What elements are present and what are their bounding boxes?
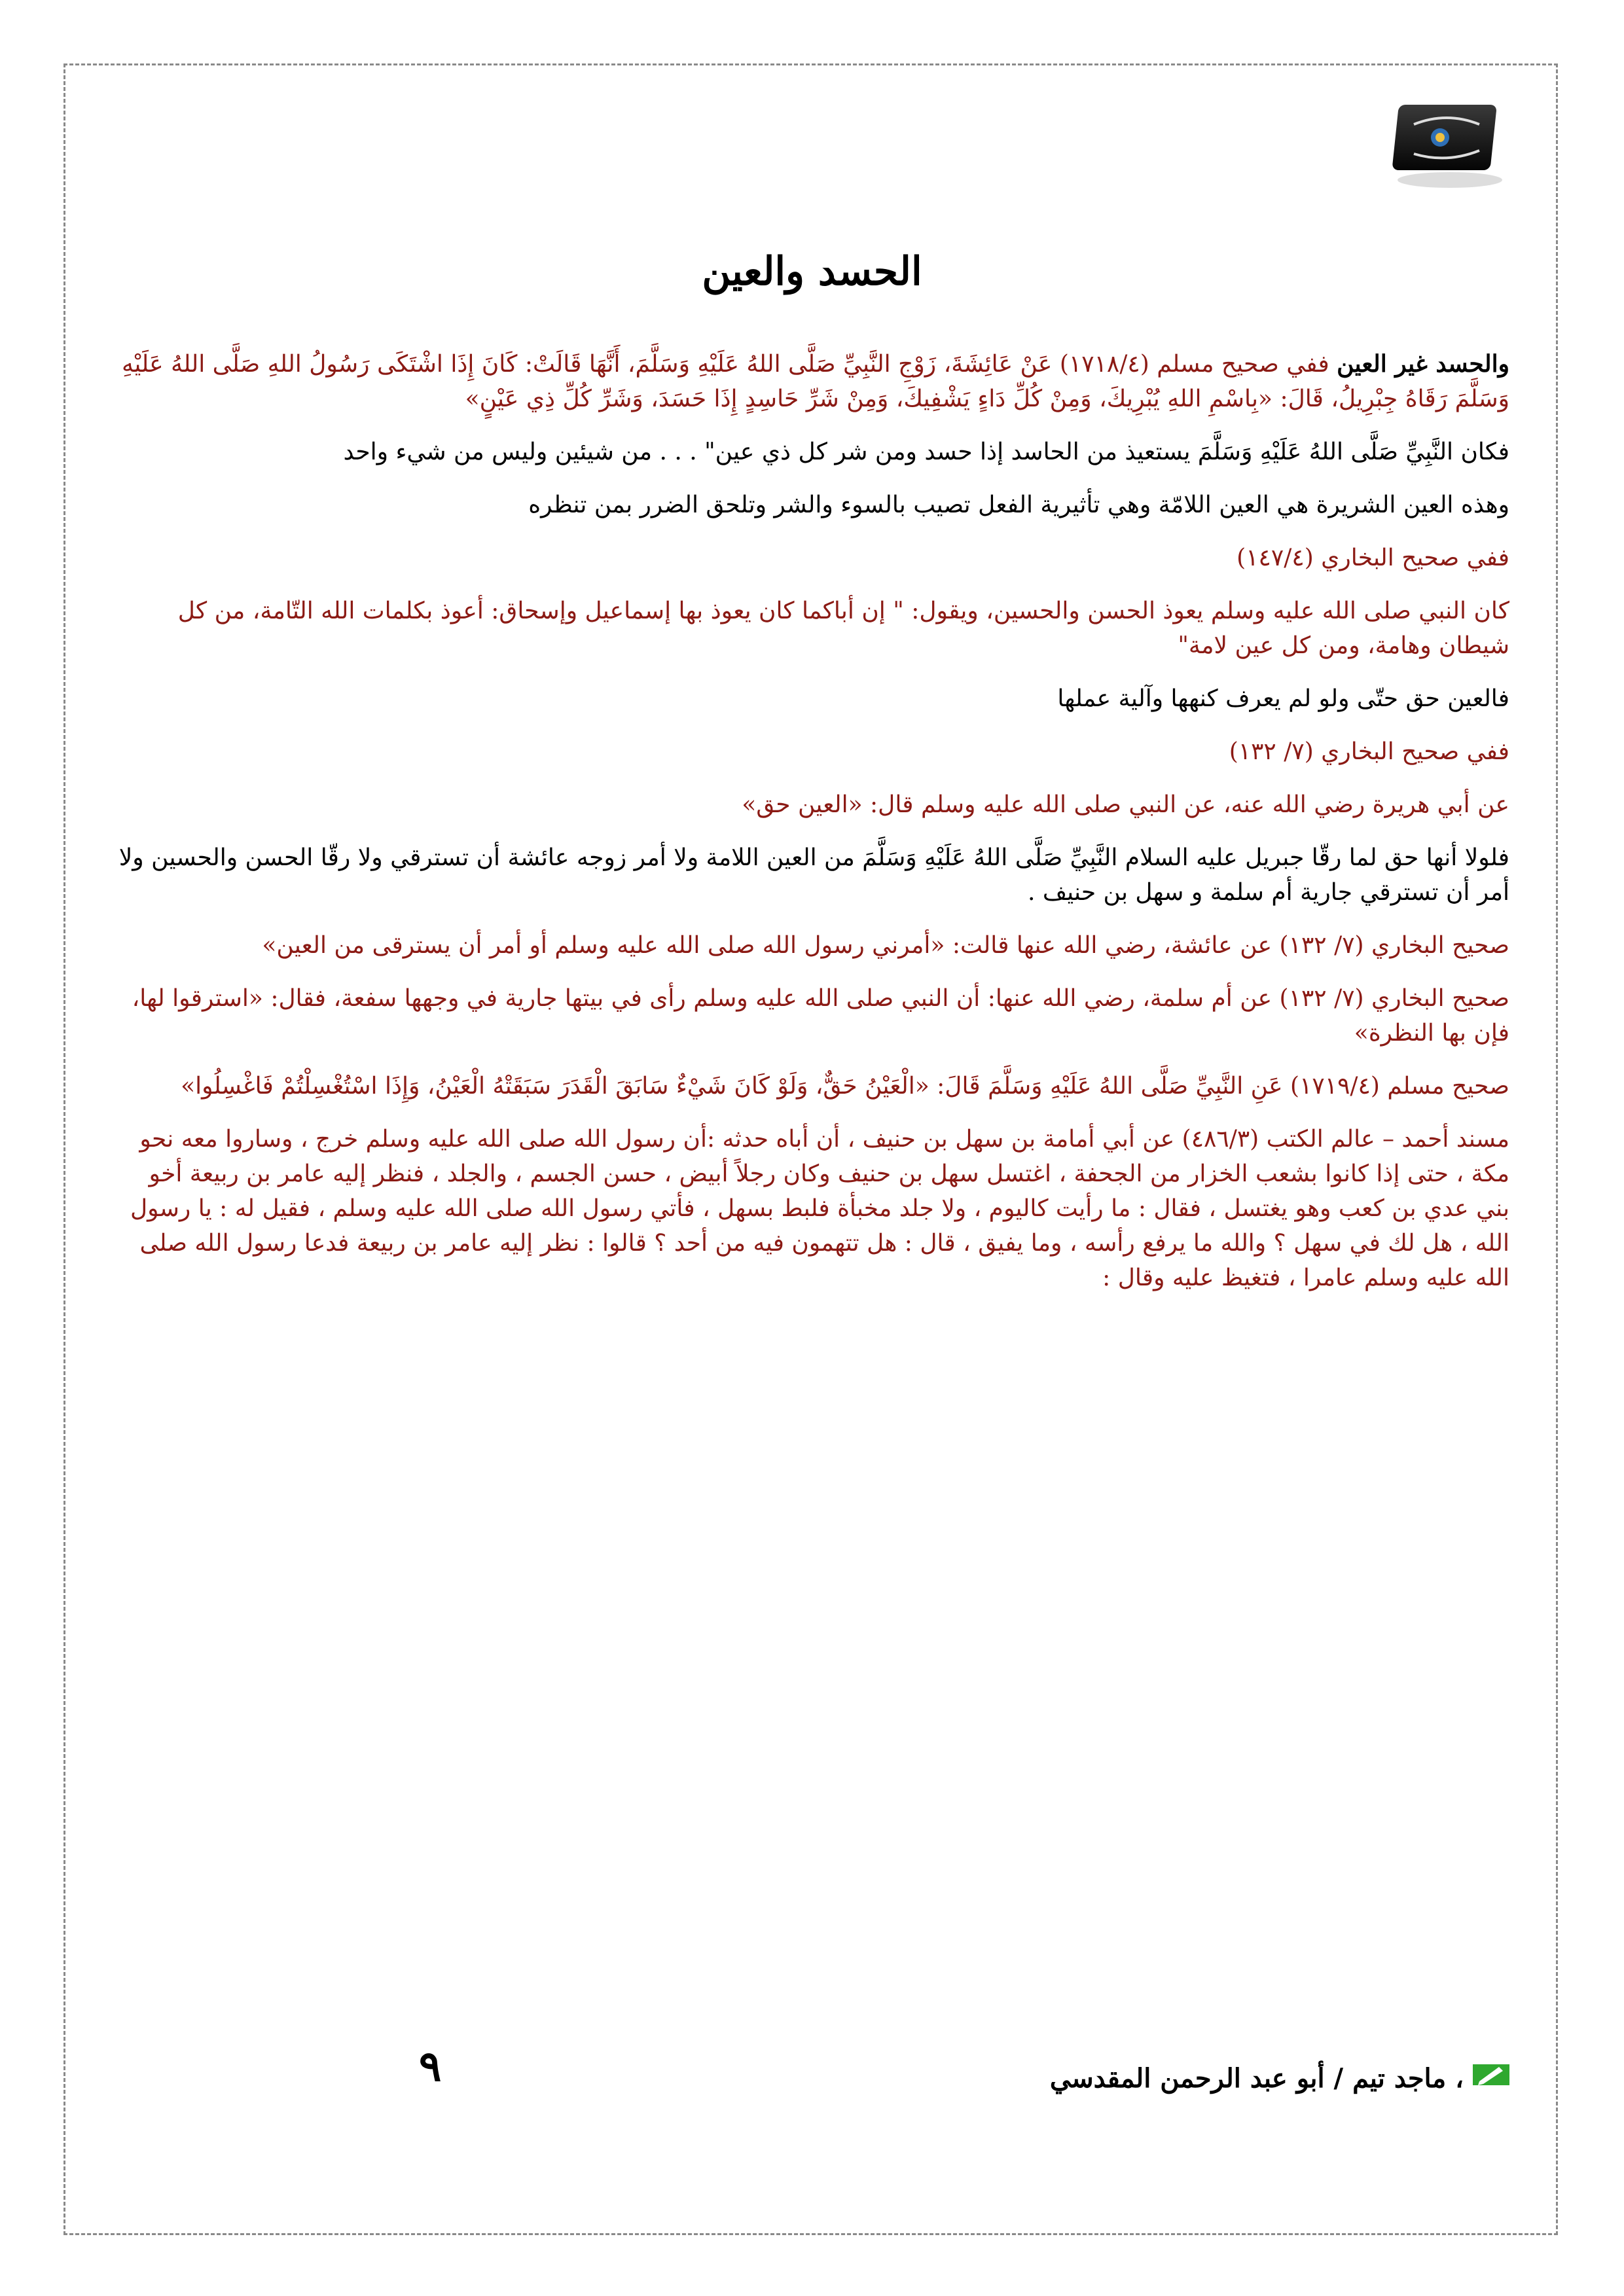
page-title: الحسد والعين xyxy=(702,249,922,295)
hadith-text: مسند أحمد – عالم الكتب (٤٨٦/٣) عن أبي أمامة بن سهل بن حنيف ، أن أباه حدثه :أن رسول الله صلى الله عليه وسلم خرج ، وساروا معه نحو مكة ، حتى إذا كانوا بشعب الخزار من الجحفة ، اغتسل سهل بن حنيف وكان رجلاً أبيض ، حسن الجسم ، والجلد ، فنظر إليه عامر بن ربيعة أخو بني عدي بن كعب وهو يغتسل ، فقال : ما رأيت كاليوم ، ولا جلد مخبأة فلبط بسهل ، فأتي رسول الله صلى الله عليه وسلم ، فقيل له : يا رسول الله ، هل لك في سهل ؟ والله ما يرفع رأسه ، وما يفيق ، قال : هل تتهمون فيه من أحد ؟ قالوا : نظر إليه عامر بن ربيعة فدعا رسول الله صلى الله عليه وسلم عامرا ، فتغيظ عليه وقال : xyxy=(130,1126,1509,1291)
paragraph xyxy=(115,734,1509,769)
hadith-text: كان النبي صلى الله عليه وسلم يعوذ الحسن والحسين، ويقول: " إن أباكما كان يعوذ بها إسماعيل وإسحاق: أعوذ بكلمات الله التّامة، من كل شيطان وهامة، ومن كل عين لامة" xyxy=(177,598,1509,659)
hadith-text: عن أبي هريرة رضي الله عنه، عن النبي صلى الله عليه وسلم قال: «العين حق» xyxy=(742,791,1509,818)
paragraph xyxy=(115,981,1509,1050)
paragraph xyxy=(115,541,1509,575)
logo-icon xyxy=(1388,98,1506,196)
author-name: ، ماجد تيم / أبو عبد الرحمن المقدسي xyxy=(1049,2062,1464,2094)
body-text: والحسد غير العين xyxy=(1337,350,1509,378)
hadith-text: صحيح البخاري (٧/ ١٣٢) عن عائشة، رضي الله عنها قالت: «أمرني رسول الله صلى الله عليه وسلم أو أمر أن يسترقى من العين» xyxy=(262,932,1509,959)
hadith-text: ففي صحيح البخاري (١٤٧/٤) xyxy=(1236,545,1509,571)
hadith-text: صحيح مسلم (١٧١٩/٤) عَنِ النَّبِيِّ صَلَّى اللهُ عَلَيْهِ وَسَلَّمَ قَالَ: «الْعَيْنُ حَقٌّ، وَلَوْ كَانَ شَيْءٌ سَابَقَ الْقَدَرَ سَبَقَتْهُ الْعَيْنُ، وَإِذَا اسْتُغْسِلْتُمْ فَاغْسِلُوا» xyxy=(181,1073,1509,1100)
body-text: وهذه العين الشريرة هي العين اللامّة وهي تأثيرية الفعل تصيب بالسوء والشر وتلحق الضرر بمن تنظره xyxy=(528,492,1509,518)
pen-icon xyxy=(1473,2062,1509,2094)
paragraph xyxy=(115,435,1509,469)
paragraph xyxy=(115,488,1509,522)
paragraph xyxy=(115,347,1509,416)
paragraph xyxy=(115,1122,1509,1295)
paragraph xyxy=(115,787,1509,822)
hadith-text: ففي صحيح مسلم (١٧١٨/٤) عَنْ عَائِشَةَ، زَوْجِ النَّبِيِّ صَلَّى اللهُ عَلَيْهِ وَسَلَّمَ، أَنَّهَا قَالَتْ: كَانَ إِذَا اشْتَكَى رَسُولُ اللهِ صَلَّى اللهُ عَلَيْهِ وَسَلَّمَ رَقَاهُ جِبْرِيلُ، قَالَ: «بِاسْمِ اللهِ يُبْرِيكَ، وَمِنْ كُلِّ دَاءٍ يَشْفِيكَ، وَمِنْ شَرِّ حَاسِدٍ إِذَا حَسَدَ، وَشَرِّ كُلِّ ذِي عَيْنٍ» xyxy=(122,351,1509,412)
document-body xyxy=(115,347,1509,1314)
paragraph xyxy=(115,928,1509,963)
hadith-text: صحيح البخاري (٧/ ١٣٢) عن أم سلمة، رضي الله عنها: أن النبي صلى الله عليه وسلم رأى في بيتها جارية في وجهها سفعة، فقال: «استرقوا لها، فإن بها النظرة» xyxy=(132,985,1509,1047)
author-footer xyxy=(1050,2062,1509,2094)
body-text: فلولا أنها حق لما رقّا جبريل عليه السلام النَّبِيِّ صَلَّى اللهُ عَلَيْهِ وَسَلَّمَ من العين اللامة ولا أمر زوجه عائشة أن تسترقي ولا رقّا الحسن والحسين ولا أمر أن تسترقي جارية أم سلمة و سهل بن حنيف . xyxy=(118,844,1509,906)
hadith-text: ففي صحيح البخاري (٧/ ١٣٢) xyxy=(1229,738,1509,765)
page-number: ٩ xyxy=(419,2042,442,2091)
paragraph xyxy=(115,594,1509,663)
paragraph xyxy=(115,681,1509,716)
paragraph xyxy=(115,840,1509,910)
paragraph xyxy=(115,1069,1509,1103)
body-text: فكان النَّبِيِّ صَلَّى اللهُ عَلَيْهِ وَسَلَّمَ يستعيذ من الحاسد إذا حسد ومن شر كل ذي عين" . . . من شيئين وليس من شيء واحد xyxy=(343,439,1509,465)
body-text: فالعين حق حتّى ولو لم يعرف كنهها وآلية عملها xyxy=(1057,685,1509,712)
